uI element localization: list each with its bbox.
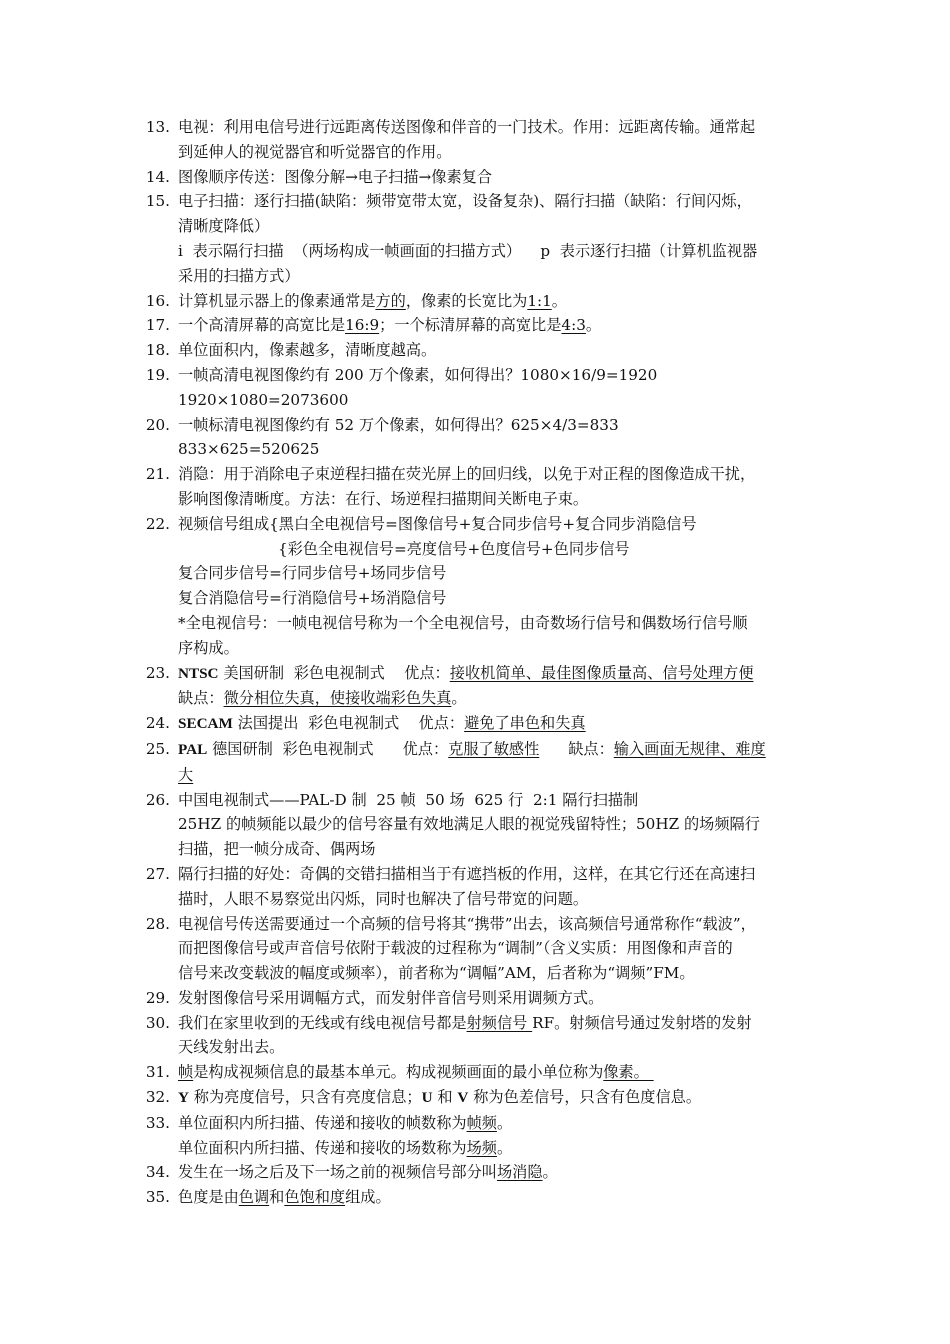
- underlined-term: 接收机简单、最佳图像质量高、信号处理方便: [449, 663, 754, 682]
- list-item: [0, 1185, 810, 1210]
- item-number: 15.: [145, 192, 170, 211]
- text-segment: 我们在家里收到的无线或有线电视信号都是: [178, 1013, 467, 1032]
- text-segment: 。: [451, 689, 467, 708]
- underlined-term: 避免了串色和失真: [464, 714, 586, 733]
- underlined-term: 场消隐: [496, 1163, 543, 1182]
- item-number: 23.: [145, 663, 170, 682]
- underlined-term: 方的: [375, 291, 406, 310]
- item-number: 35.: [145, 1188, 170, 1207]
- underlined-term: 场频: [466, 1138, 497, 1157]
- text-line: [178, 289, 810, 314]
- text-segment: 是构成视频信息的最基本单元。构成视频画面的最小单位称为: [193, 1063, 604, 1082]
- item-number: 18.: [145, 341, 170, 360]
- item-number: 22.: [145, 514, 170, 533]
- text-segment: 。: [496, 1113, 513, 1132]
- text-segment: 称为色差信号，只含有色度信息。: [468, 1088, 702, 1107]
- text-line: 一帧标清电视图像约有 52 万个像素，如何得出？625×4/3=833: [178, 415, 619, 434]
- item-number: 34.: [145, 1163, 170, 1182]
- text-line: 描时，人眼不易察觉出闪烁，同时也解决了信号带宽的问题。: [178, 889, 589, 908]
- list-item: [0, 1160, 810, 1185]
- text-line: 视频信号组成{黑白全电视信号=图像信号+复合同步信号+复合同步消隐信号: [178, 514, 697, 533]
- list-item: [0, 165, 810, 190]
- underlined-term: 像素。: [603, 1063, 654, 1082]
- underlined-term: 帧频: [466, 1113, 497, 1132]
- document-body: [0, 115, 950, 1210]
- item-number: 27.: [145, 864, 170, 883]
- text-line: 电子扫描：逐行扫描(缺陷：频带宽带太宽，设备复杂)、隔行扫描（缺陷：行间闪烁，: [178, 192, 752, 211]
- text-line: [178, 313, 810, 338]
- text-segment: 和: [432, 1088, 458, 1107]
- list-item: [0, 189, 810, 288]
- text-line: [178, 1060, 810, 1085]
- text-segment: 和: [269, 1188, 285, 1207]
- underlined-term: 色调: [238, 1188, 270, 1207]
- list-item: [0, 1060, 810, 1085]
- text-line: [178, 711, 810, 737]
- text-segment: 美国研制 彩色电视制式 优点：: [218, 663, 450, 682]
- underlined-term: 1:1: [527, 291, 552, 310]
- text-line: 影响图像清晰度。方法：在行、场逆程扫描期间关断电子束。: [178, 489, 589, 508]
- list-item: [0, 289, 810, 314]
- text-line: 图像顺序传送：图像分解→电子扫描→像素复合: [178, 167, 493, 186]
- underlined-term: 微分相位失真，使接收端彩色失真: [223, 689, 452, 708]
- text-line: 天线发射出去。: [178, 1038, 285, 1057]
- underlined-term: 4:3: [561, 316, 586, 335]
- text-line: 复合消隐信号=行消隐信号+场消隐信号: [178, 589, 447, 608]
- text-segment: 发生在一场之后及下一场之前的视频信号部分叫: [178, 1163, 497, 1182]
- text-segment: 单位面积内所扫描、传递和接收的场数称为: [178, 1138, 467, 1157]
- text-segment: 缺点：: [178, 689, 224, 708]
- text-line: 到延伸人的视觉器官和听觉器官的作用。: [178, 142, 452, 161]
- item-number: 26.: [145, 790, 170, 809]
- text-line: i 表示隔行扫描 （两场构成一帧画面的扫描方式） p 表示逐行扫描（计算机监视器: [178, 241, 758, 260]
- text-line: 序构成。: [178, 638, 239, 657]
- underlined-term: 色饱和度: [284, 1188, 346, 1207]
- text-line: [178, 1085, 810, 1111]
- text-line: 复合同步信号=行同步信号+场同步信号: [178, 564, 447, 583]
- text-line: {彩色全电视信号=亮度信号+色度信号+色同步信号: [278, 539, 630, 558]
- text-segment: 。: [551, 291, 567, 310]
- list-item: [0, 462, 810, 512]
- text-segment: 一个高清屏幕的高宽比是: [178, 316, 346, 335]
- text-line: *全电视信号：一帧电视信号称为一个全电视信号，由奇数场行信号和偶数场行信号顺: [178, 613, 748, 632]
- item-number: 29.: [145, 988, 170, 1007]
- item-number: 32.: [145, 1088, 170, 1107]
- list-item: [0, 313, 810, 338]
- bold-term: Y: [178, 1089, 189, 1107]
- list-item: [0, 788, 810, 862]
- bold-term: NTSC: [178, 664, 219, 682]
- list-item: [0, 1111, 810, 1161]
- text-line: 隔行扫描的好处：奇偶的交错扫描相当于有遮挡板的作用，这样，在其它行还在高速扫: [178, 864, 756, 883]
- item-number: 30.: [145, 1013, 170, 1032]
- text-segment: RF。射频信号通过发射塔的发射: [532, 1013, 752, 1032]
- text-line: 电视信号传送需要通过一个高频的信号将其“携带”出去，该高频信号通常称作“载波”，: [178, 914, 756, 933]
- item-number: 24.: [145, 714, 170, 733]
- text-segment: 组成。: [345, 1188, 391, 1207]
- list-item: [0, 363, 810, 413]
- text-line: 清晰度降低）: [178, 217, 270, 236]
- text-line: 1920×1080=2073600: [178, 390, 349, 409]
- text-line: [178, 1136, 810, 1161]
- text-line: 消隐：用于消除电子束逆程扫描在荧光屏上的回归线，以免于对正程的图像造成干扰，: [178, 465, 756, 484]
- text-segment: 法国提出 彩色电视制式 优点：: [232, 714, 465, 733]
- underlined-term: 克服了敏感性: [448, 739, 540, 758]
- underlined-term: 帧: [178, 1063, 194, 1082]
- text-line: [178, 737, 810, 763]
- list-item: [0, 115, 810, 165]
- list-item: [0, 413, 810, 463]
- list-item: [0, 862, 810, 912]
- item-number: 31.: [145, 1063, 170, 1082]
- text-line: 一帧高清电视图像约有 200 万个像素，如何得出？1080×16/9=1920: [178, 365, 658, 384]
- item-number: 13.: [145, 118, 170, 136]
- text-line: 扫描，把一帧分成奇、偶两场: [178, 840, 376, 859]
- list-item: [0, 512, 810, 661]
- bold-term: SECAM: [178, 715, 233, 733]
- list-item: [0, 1085, 810, 1111]
- list-item: [0, 338, 810, 363]
- text-line: 信号来改变载波的幅度或频率），前者称为“调幅”AM，后者称为“调频”FM。: [178, 964, 695, 983]
- text-segment: 。: [542, 1163, 558, 1182]
- text-segment: 称为亮度信号，只含有亮度信息；: [188, 1088, 422, 1107]
- bold-term: U: [421, 1089, 433, 1107]
- list-item: [0, 1011, 810, 1061]
- text-line: 833×625=520625: [178, 440, 320, 459]
- item-number: 19.: [145, 365, 170, 384]
- text-segment: 缺点：: [539, 739, 614, 758]
- text-line: [178, 1011, 810, 1036]
- item-number: 14.: [145, 167, 170, 186]
- text-line: [178, 1160, 810, 1185]
- text-line: [178, 1111, 810, 1136]
- underlined-term: 大: [178, 765, 194, 784]
- list-item: [0, 661, 810, 712]
- text-line: 单位面积内，像素越多，清晰度越高。: [178, 341, 437, 360]
- underlined-term: 输入画面无规律、难度: [613, 739, 766, 758]
- item-number: 21.: [145, 465, 170, 484]
- list-item: [0, 737, 810, 788]
- text-line: [178, 763, 810, 788]
- item-number: 17.: [145, 316, 170, 335]
- text-line: [178, 686, 810, 711]
- list-item: [0, 711, 810, 737]
- text-line: 中国电视制式——PAL-D 制 25 帧 50 场 625 行 2:1 隔行扫描制: [178, 790, 639, 809]
- text-segment: ；一个标清屏幕的高宽比是: [379, 316, 562, 335]
- underlined-term: 16:9: [345, 316, 380, 335]
- text-segment: 单位面积内所扫描、传递和接收的帧数称为: [178, 1113, 467, 1132]
- bold-term: V: [457, 1089, 469, 1107]
- text-segment: ，像素的长宽比为: [405, 291, 528, 310]
- item-number: 25.: [145, 739, 170, 758]
- item-number: 16.: [145, 291, 170, 310]
- text-line: 电视：利用电信号进行远距离传送图像和伴音的一门技术。作用：远距离传输。通常起: [178, 118, 756, 136]
- bold-term: PAL: [178, 740, 208, 758]
- item-number: 20.: [145, 415, 170, 434]
- text-segment: 色度是由: [178, 1188, 239, 1207]
- item-number: 28.: [145, 914, 170, 933]
- text-segment: 。: [496, 1138, 513, 1157]
- text-line: 采用的扫描方式）: [178, 266, 300, 285]
- item-number: 33.: [145, 1113, 170, 1132]
- text-line: 发射图像信号采用调幅方式，而发射伴音信号则采用调频方式。: [178, 988, 604, 1007]
- text-segment: 。: [585, 316, 602, 335]
- underlined-term: 射频信号: [466, 1013, 533, 1032]
- text-line: 25HZ 的帧频能以最少的信号容量有效地满足人眼的视觉残留特性；50HZ 的场频隔行: [178, 815, 760, 834]
- text-line: [178, 1185, 810, 1210]
- list-item: [0, 986, 810, 1011]
- text-line: [178, 661, 810, 687]
- text-segment: 计算机显示器上的像素通常是: [178, 291, 376, 310]
- list-item: [0, 912, 810, 986]
- text-segment: 德国研制 彩色电视制式 优点：: [207, 739, 449, 758]
- text-line: 而把图像信号或声音信号依附于载波的过程称为“调制”（含义实质：用图像和声音的: [178, 939, 733, 958]
